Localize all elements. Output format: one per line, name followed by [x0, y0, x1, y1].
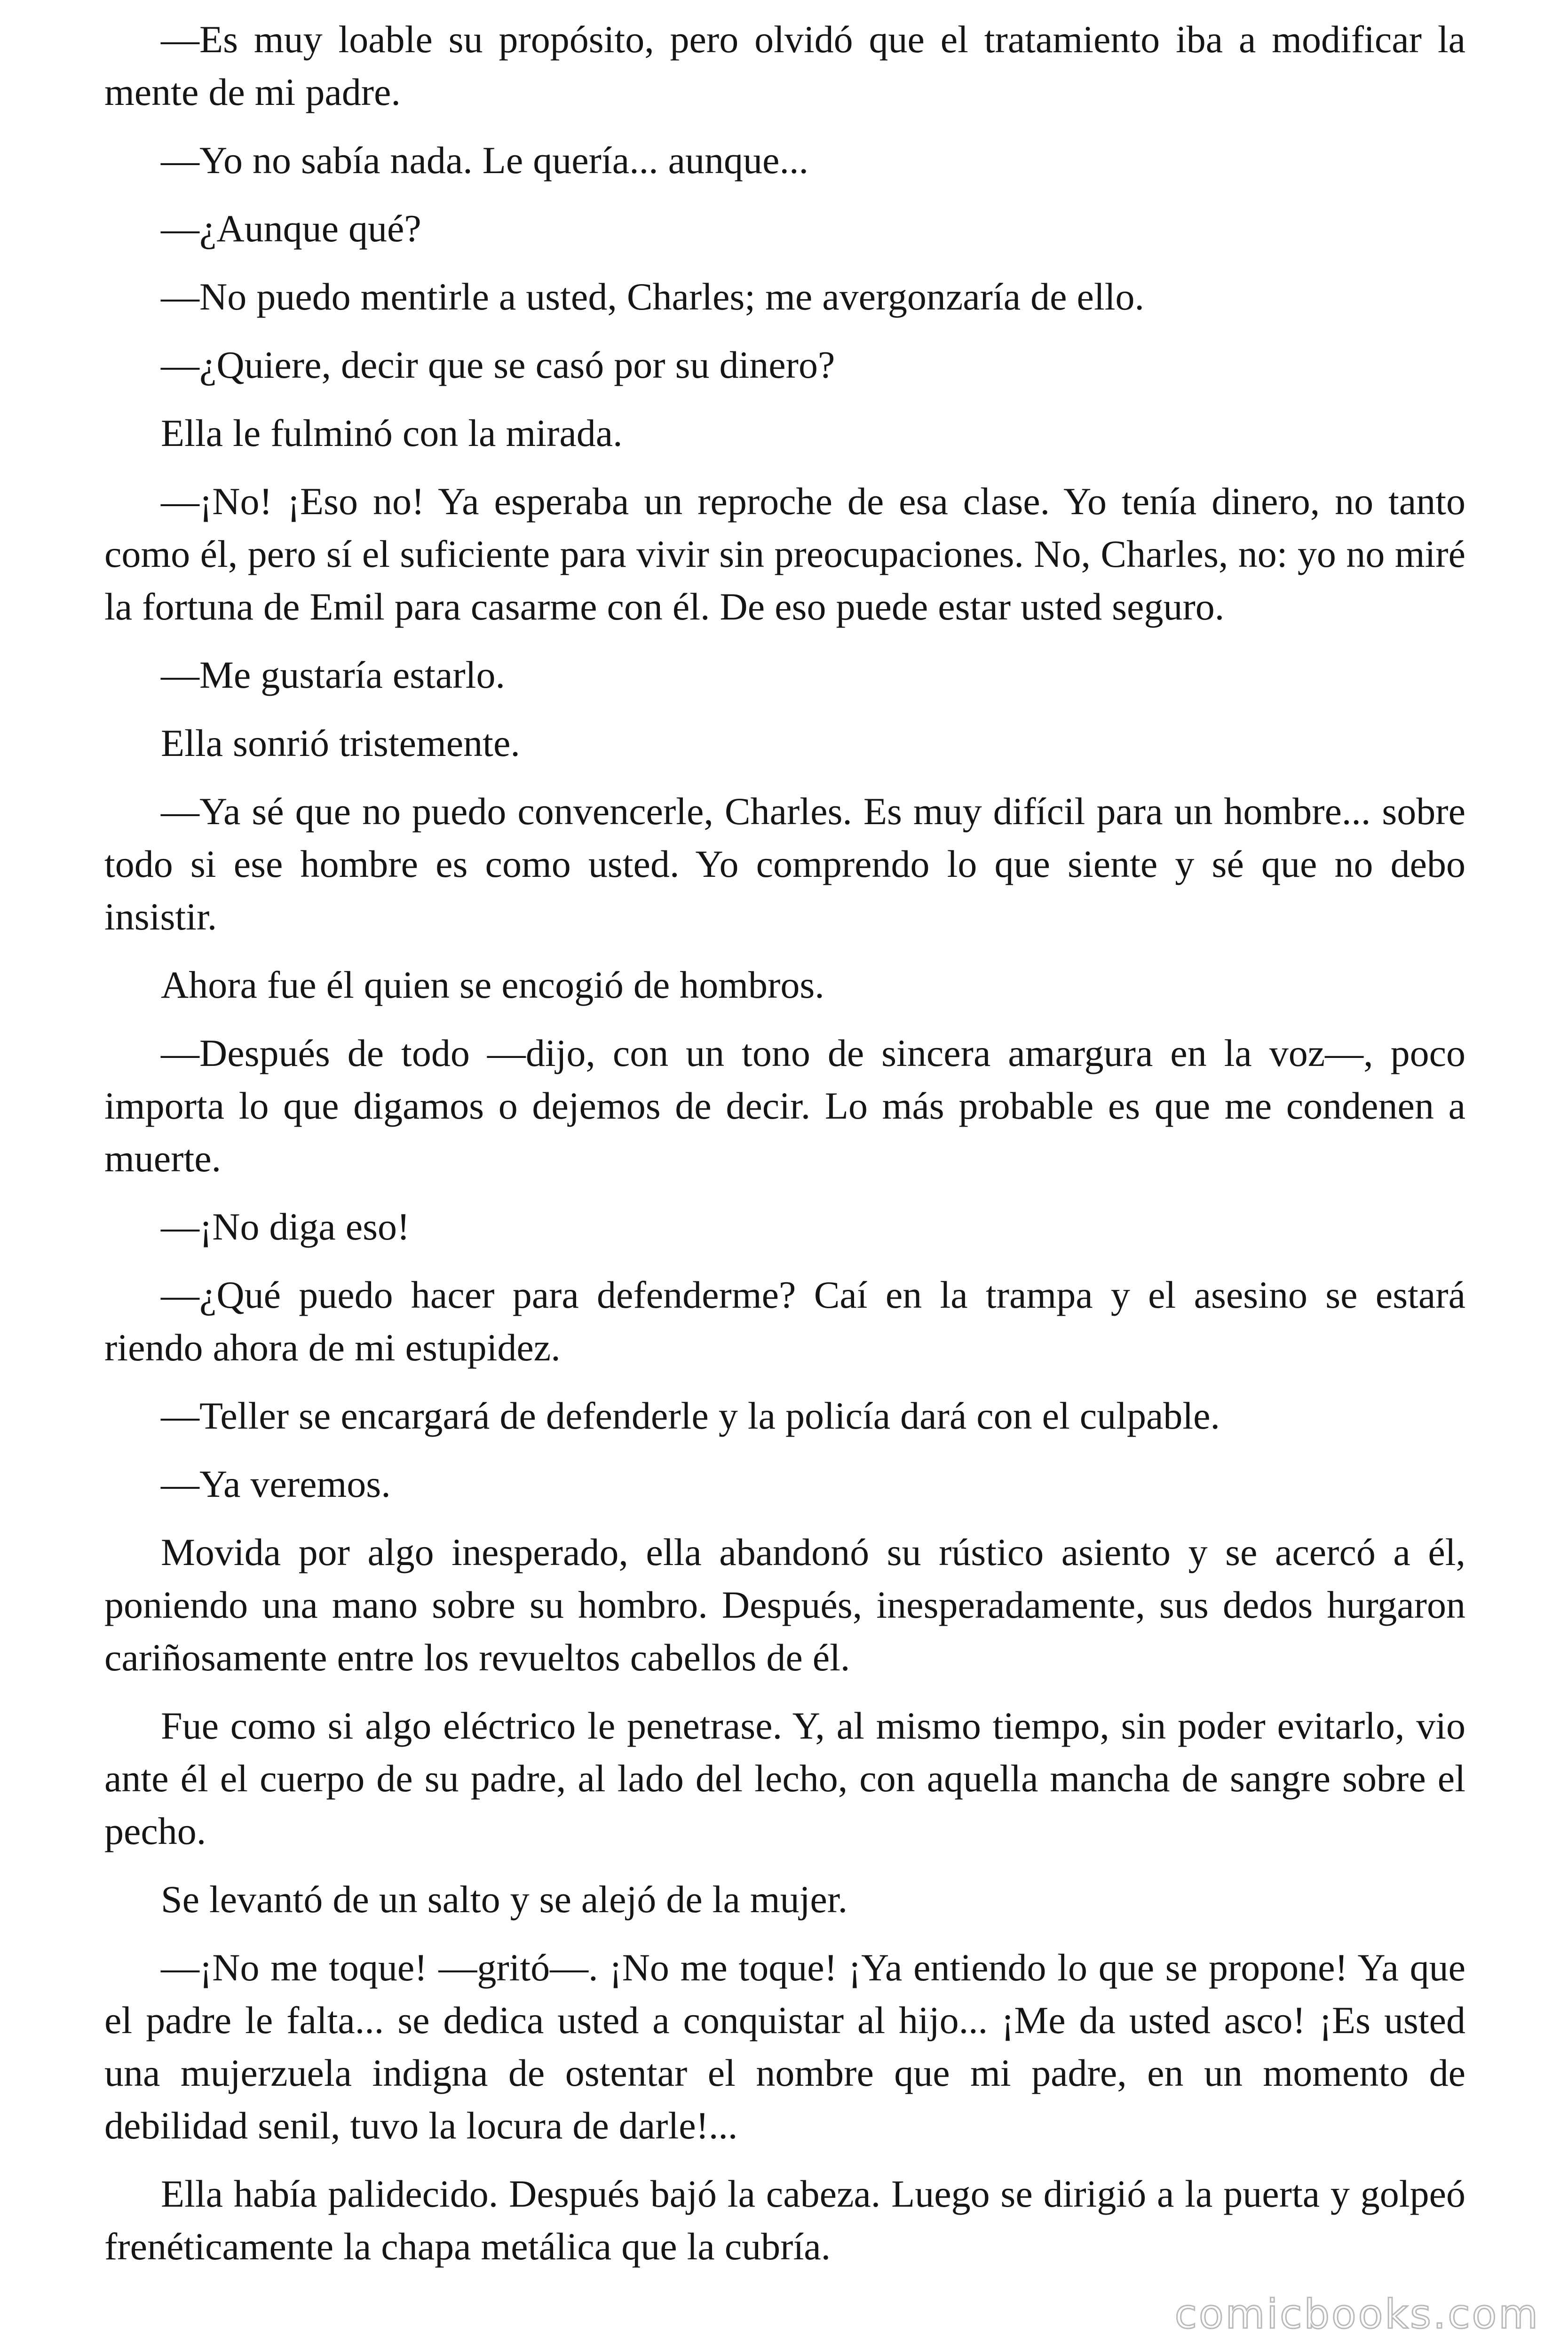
- paragraph: —¡No diga eso!: [161, 1205, 410, 1248]
- paragraph: —¿Aunque qué?: [161, 207, 421, 250]
- paragraph: —Teller se encargará de defenderle y la policía dará con el culpable.: [161, 1394, 1220, 1437]
- watermark: comicbooks.com: [1174, 2291, 1540, 2338]
- paragraph: —Ya sé que no puedo convencerle, Charles. Es muy difícil para un hombre... sobre todo si ese hombre es como usted. Yo comprendo lo que siente y sé que no debo insistir.: [104, 790, 1465, 938]
- paragraph: —¡No! ¡Eso no! Ya esperaba un reproche de esa clase. Yo tenía dinero, no tanto como él, pero sí el suficiente para vivir sin preocupaciones. No, Charles, no: yo no miré la fortuna de Emil para casarme con él. De eso puede estar usted seguro.: [104, 480, 1465, 628]
- paragraph: —Yo no sabía nada. Le quería... aunque...: [161, 139, 808, 182]
- paragraph: —¿Qué puedo hacer para defenderme? Caí en la trampa y el asesino se estará riendo ahora de mi estupidez.: [104, 1273, 1465, 1369]
- paragraph: —Después de todo —dijo, con un tono de sincera amargura en la voz—, poco importa lo que digamos o dejemos de decir. Lo más probable es que me condenen a muerte.: [104, 1032, 1465, 1180]
- page-text: [104, 13, 1465, 2288]
- paragraph: —¿Quiere, decir que se casó por su dinero?: [161, 343, 835, 386]
- paragraph: Ella sonrió tristemente.: [161, 722, 520, 764]
- paragraph: Ella le fulminó con la mirada.: [161, 412, 623, 454]
- paragraph: —¡No me toque! —gritó—. ¡No me toque! ¡Ya entiendo lo que se propone! Ya que el padre le falta... se dedica usted a conquistar al hijo... ¡Me da usted asco! ¡Es usted una mujerzuela indigna de ostentar el nombre que mi padre, en un momento de debilidad senil, tuvo la locura de darle!...: [104, 1946, 1465, 2147]
- paragraph: —No puedo mentirle a usted, Charles; me avergonzaría de ello.: [161, 275, 1145, 318]
- paragraph: Ella había palidecido. Después bajó la cabeza. Luego se dirigió a la puerta y golpeó frenéticamente la chapa metálica que la cubría.: [104, 2172, 1465, 2268]
- paragraph: —Ya veremos.: [161, 1462, 391, 1505]
- paragraph: —Me gustaría estarlo.: [161, 653, 505, 696]
- paragraph: Fue como si algo eléctrico le penetrase. Y, al mismo tiempo, sin poder evitarlo, vio ante él el cuerpo de su padre, al lado del lecho, con aquella mancha de sangre sobre el pecho.: [104, 1704, 1465, 1852]
- paragraph: Ahora fue él quien se encogió de hombros.: [161, 963, 824, 1006]
- paragraph: Movida por algo inesperado, ella abandonó su rústico asiento y se acercó a él, poniendo una mano sobre su hombro. Después, inesperadamente, sus dedos hurgaron cariñosamente entre los revueltos cabellos de él.: [104, 1531, 1465, 1679]
- paragraph: —Es muy loable su propósito, pero olvidó que el tratamiento iba a modificar la mente de mi padre.: [104, 18, 1465, 113]
- paragraph: Se levantó de un salto y se alejó de la mujer.: [161, 1878, 848, 1921]
